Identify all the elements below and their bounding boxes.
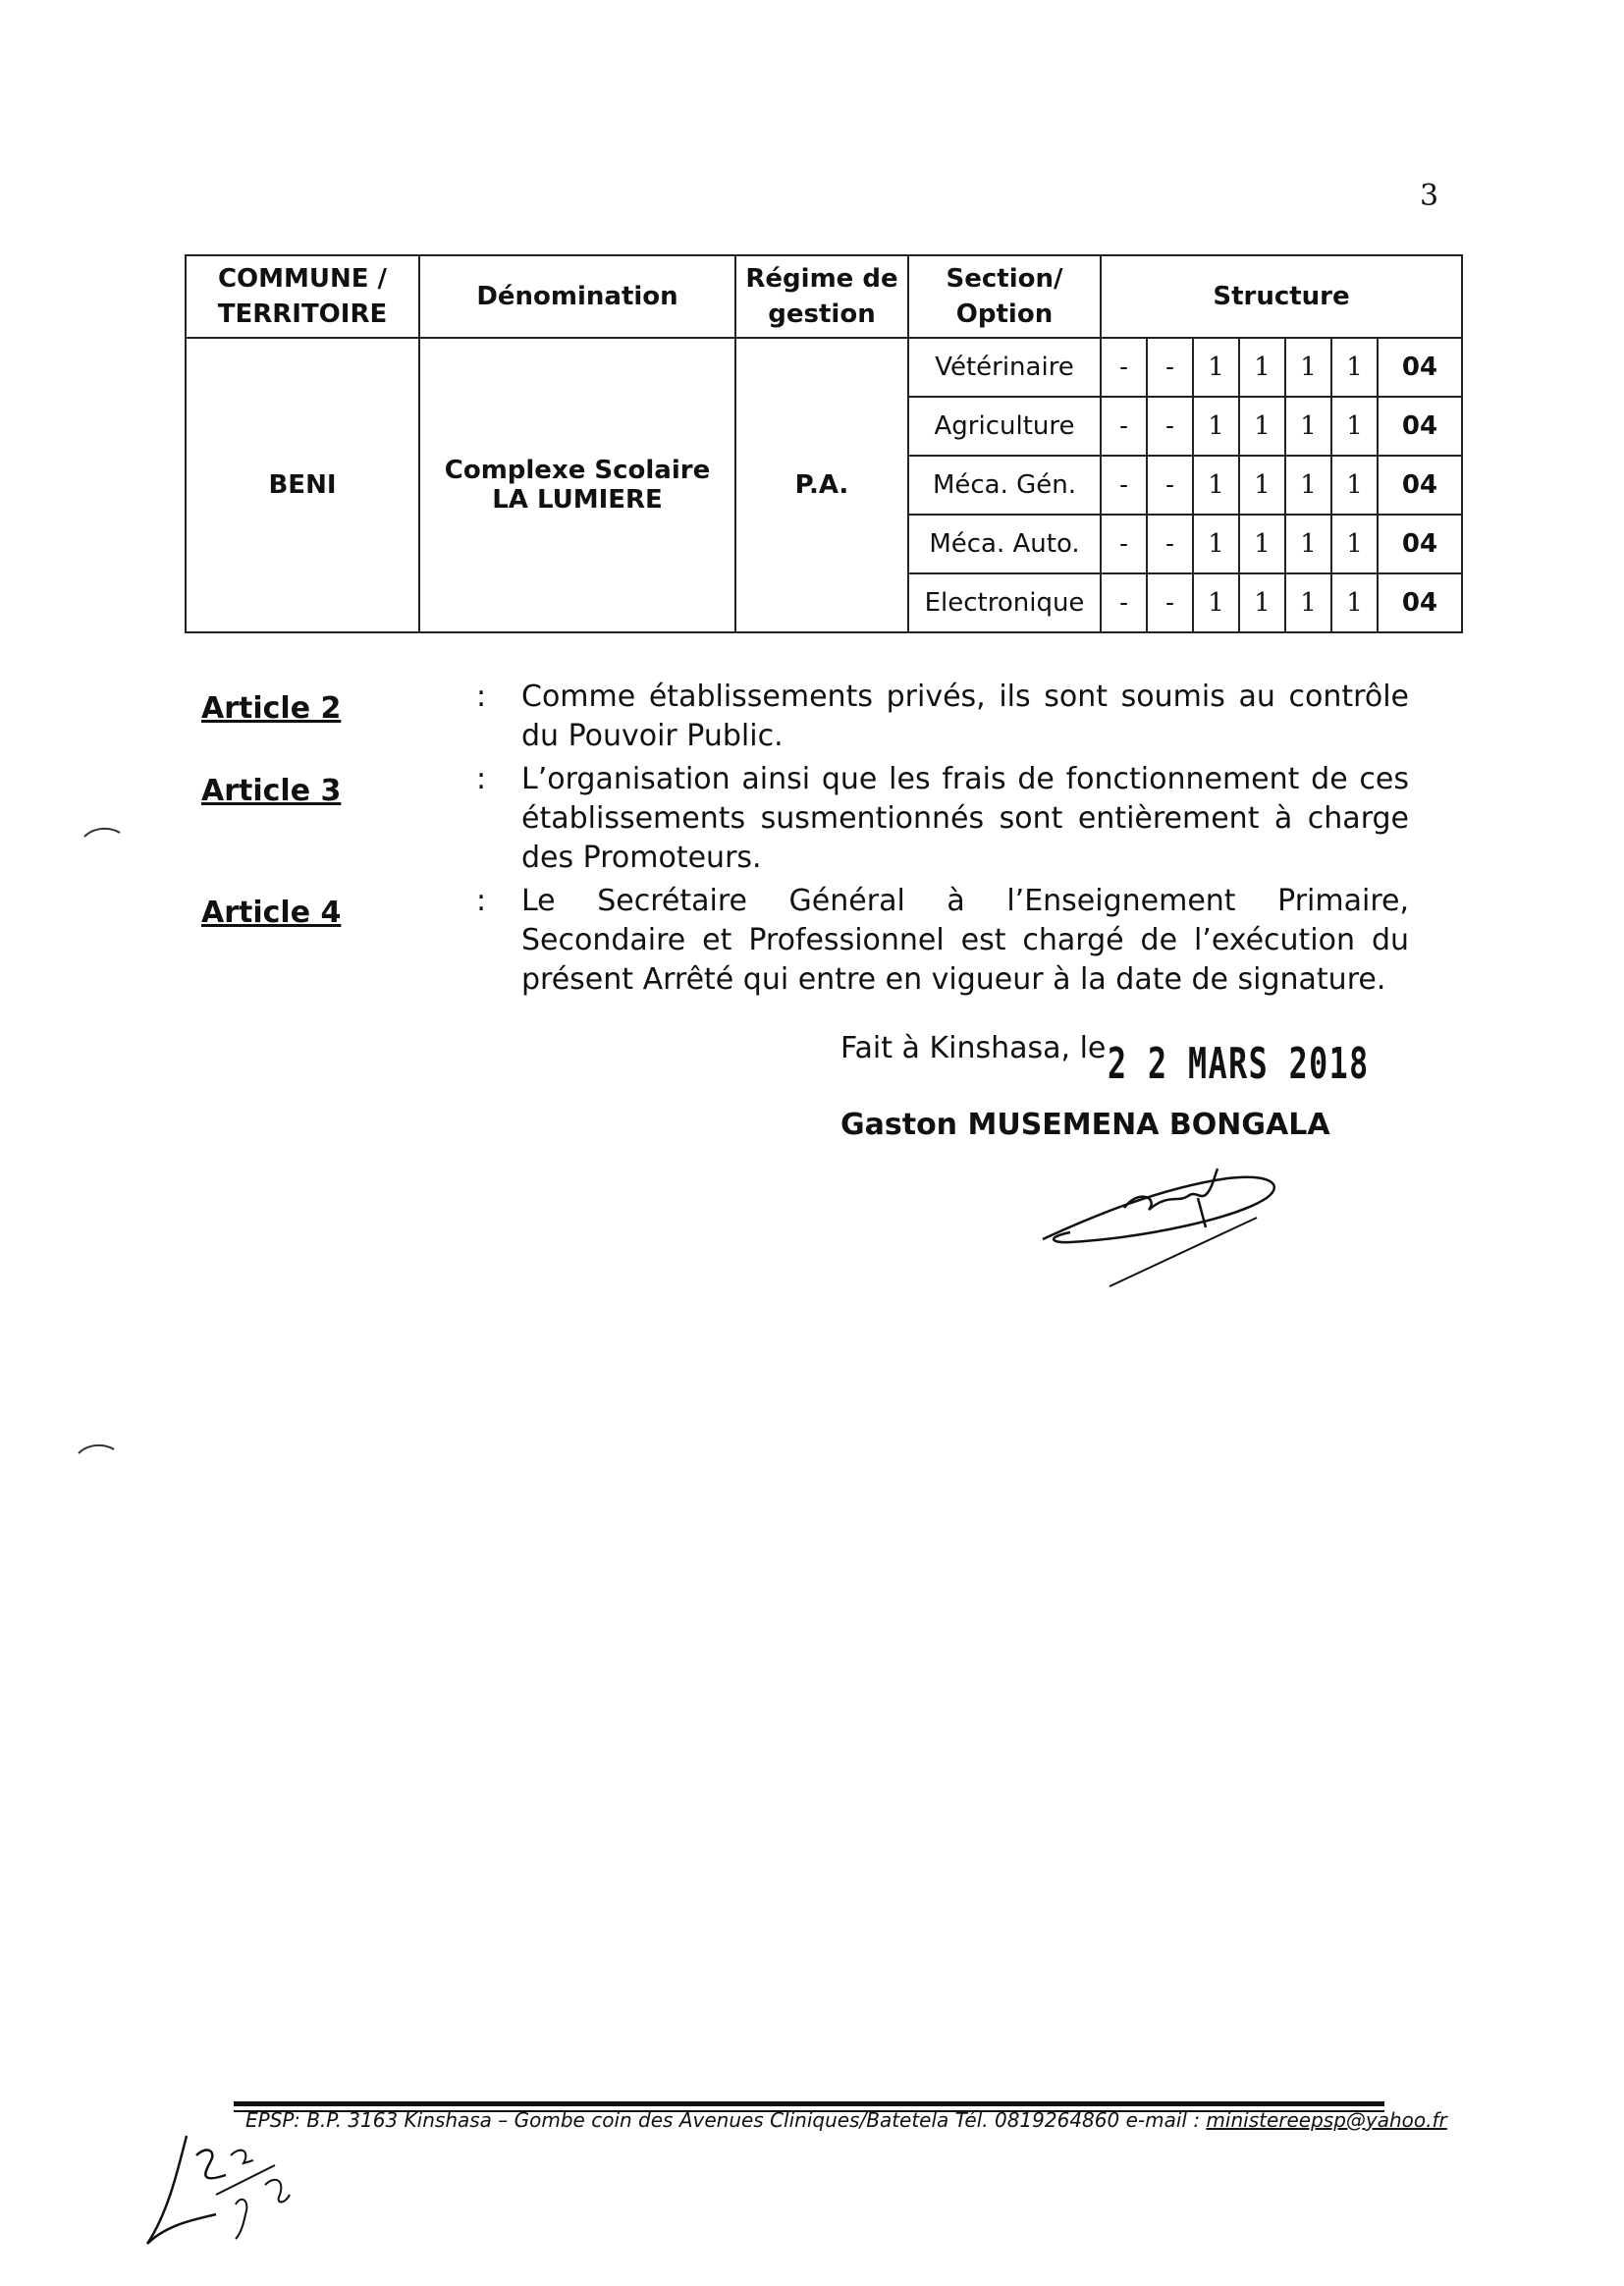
structure-cell: - bbox=[1101, 515, 1147, 573]
article-3 bbox=[201, 760, 1409, 878]
table-header-row bbox=[186, 255, 1462, 338]
total-cell: 04 bbox=[1378, 397, 1462, 456]
option-cell: Agriculture bbox=[908, 397, 1101, 456]
header-commune bbox=[186, 255, 419, 338]
date-stamp: 2 2 MARS 2018 bbox=[1108, 1039, 1370, 1089]
table-row bbox=[186, 338, 1462, 397]
article-4 bbox=[201, 882, 1409, 1000]
article-text: Le Secrétaire Général à l’Enseignement Primaire, Secondaire et Professionnel est chargé de l’exécution du présent Arrêté qui entre en vigueur à la date de signature. bbox=[521, 884, 1409, 997]
structure-cell: 1 bbox=[1239, 397, 1285, 456]
footer-address-text: EPSP: B.P. 3163 Kinshasa – Gombe coin des Avenues Cliniques/Batetela Tél. 0819264860 e-mail : bbox=[245, 2108, 1207, 2132]
structure-cell: - bbox=[1147, 573, 1193, 632]
structure-cell: - bbox=[1101, 573, 1147, 632]
initials-image bbox=[137, 2126, 334, 2263]
signer-name: Gaston MUSEMENA BONGALA bbox=[840, 1108, 1330, 1142]
header-structure: Structure bbox=[1101, 255, 1462, 338]
place-line: Fait à Kinshasa, le bbox=[840, 1031, 1107, 1065]
header-denomination: Dénomination bbox=[419, 255, 735, 338]
header-regime-line2: gestion bbox=[768, 299, 876, 329]
structure-cell: 1 bbox=[1331, 456, 1378, 515]
header-commune-line1: COMMUNE / bbox=[217, 264, 388, 294]
article-text: L’organisation ainsi que les frais de fonctionnement de ces établissements susmentionnés sont entièrement à charge des Promoteurs. bbox=[521, 762, 1409, 875]
scan-mark-icon bbox=[77, 1442, 116, 1455]
structure-cell: 1 bbox=[1285, 515, 1331, 573]
structure-cell: 1 bbox=[1239, 456, 1285, 515]
structure-cell: 1 bbox=[1239, 515, 1285, 573]
structure-cell: - bbox=[1101, 456, 1147, 515]
option-cell: Vétérinaire bbox=[908, 338, 1101, 397]
option-cell: Méca. Gén. bbox=[908, 456, 1101, 515]
footer-address bbox=[245, 2108, 1447, 2132]
structure-cell: 1 bbox=[1285, 397, 1331, 456]
structure-cell: 1 bbox=[1193, 338, 1239, 397]
article-text: Comme établissements privés, ils sont soumis au contrôle du Pouvoir Public. bbox=[521, 680, 1409, 753]
structure-cell: 1 bbox=[1193, 397, 1239, 456]
structure-cell: 1 bbox=[1285, 338, 1331, 397]
structure-cell: 1 bbox=[1285, 456, 1331, 515]
signature-image bbox=[1031, 1149, 1326, 1306]
structure-cell: - bbox=[1147, 515, 1193, 573]
structure-cell: - bbox=[1147, 397, 1193, 456]
article-2 bbox=[201, 678, 1409, 756]
structure-cell: - bbox=[1101, 338, 1147, 397]
header-regime bbox=[735, 255, 908, 338]
structure-cell: 1 bbox=[1193, 515, 1239, 573]
structure-cell: 1 bbox=[1331, 573, 1378, 632]
total-cell: 04 bbox=[1378, 456, 1462, 515]
structure-cell: 1 bbox=[1331, 397, 1378, 456]
structure-cell: 1 bbox=[1331, 515, 1378, 573]
header-commune-line2: TERRITOIRE bbox=[217, 299, 388, 329]
structure-cell: - bbox=[1147, 456, 1193, 515]
commune-cell: BENI bbox=[186, 338, 419, 632]
header-section-line1: Section/ bbox=[946, 264, 1063, 294]
page-number: 3 bbox=[1420, 179, 1439, 213]
structure-cell: 1 bbox=[1239, 573, 1285, 632]
scan-mark-icon bbox=[82, 825, 122, 839]
regime-cell: P.A. bbox=[735, 338, 908, 632]
articles-section bbox=[201, 678, 1409, 1004]
total-cell: 04 bbox=[1378, 338, 1462, 397]
total-cell: 04 bbox=[1378, 515, 1462, 573]
structure-cell: 1 bbox=[1239, 338, 1285, 397]
total-cell: 04 bbox=[1378, 573, 1462, 632]
article-label: Article 3 bbox=[201, 774, 342, 808]
article-label: Article 2 bbox=[201, 691, 342, 726]
article-colon: : bbox=[476, 680, 487, 714]
structure-cell: 1 bbox=[1193, 456, 1239, 515]
article-colon: : bbox=[476, 884, 487, 918]
structure-cell: - bbox=[1147, 338, 1193, 397]
header-section-line2: Option bbox=[955, 299, 1054, 329]
structure-cell: 1 bbox=[1331, 338, 1378, 397]
option-cell: Electronique bbox=[908, 573, 1101, 632]
structure-cell: - bbox=[1101, 397, 1147, 456]
footer-email-link[interactable]: ministereepsp@yahoo.fr bbox=[1206, 2108, 1447, 2132]
structure-cell: 1 bbox=[1285, 573, 1331, 632]
article-label: Article 4 bbox=[201, 896, 342, 930]
structure-cell: 1 bbox=[1193, 573, 1239, 632]
structure-table bbox=[185, 254, 1463, 633]
option-cell: Méca. Auto. bbox=[908, 515, 1101, 573]
footer-rule-thick bbox=[234, 2101, 1384, 2106]
header-regime-line1: Régime de bbox=[745, 264, 898, 294]
header-section bbox=[908, 255, 1101, 338]
denomination-cell bbox=[419, 338, 735, 632]
denomination-line2: LA LUMIERE bbox=[492, 485, 663, 515]
denomination-line1: Complexe Scolaire bbox=[444, 456, 711, 485]
article-colon: : bbox=[476, 762, 487, 796]
